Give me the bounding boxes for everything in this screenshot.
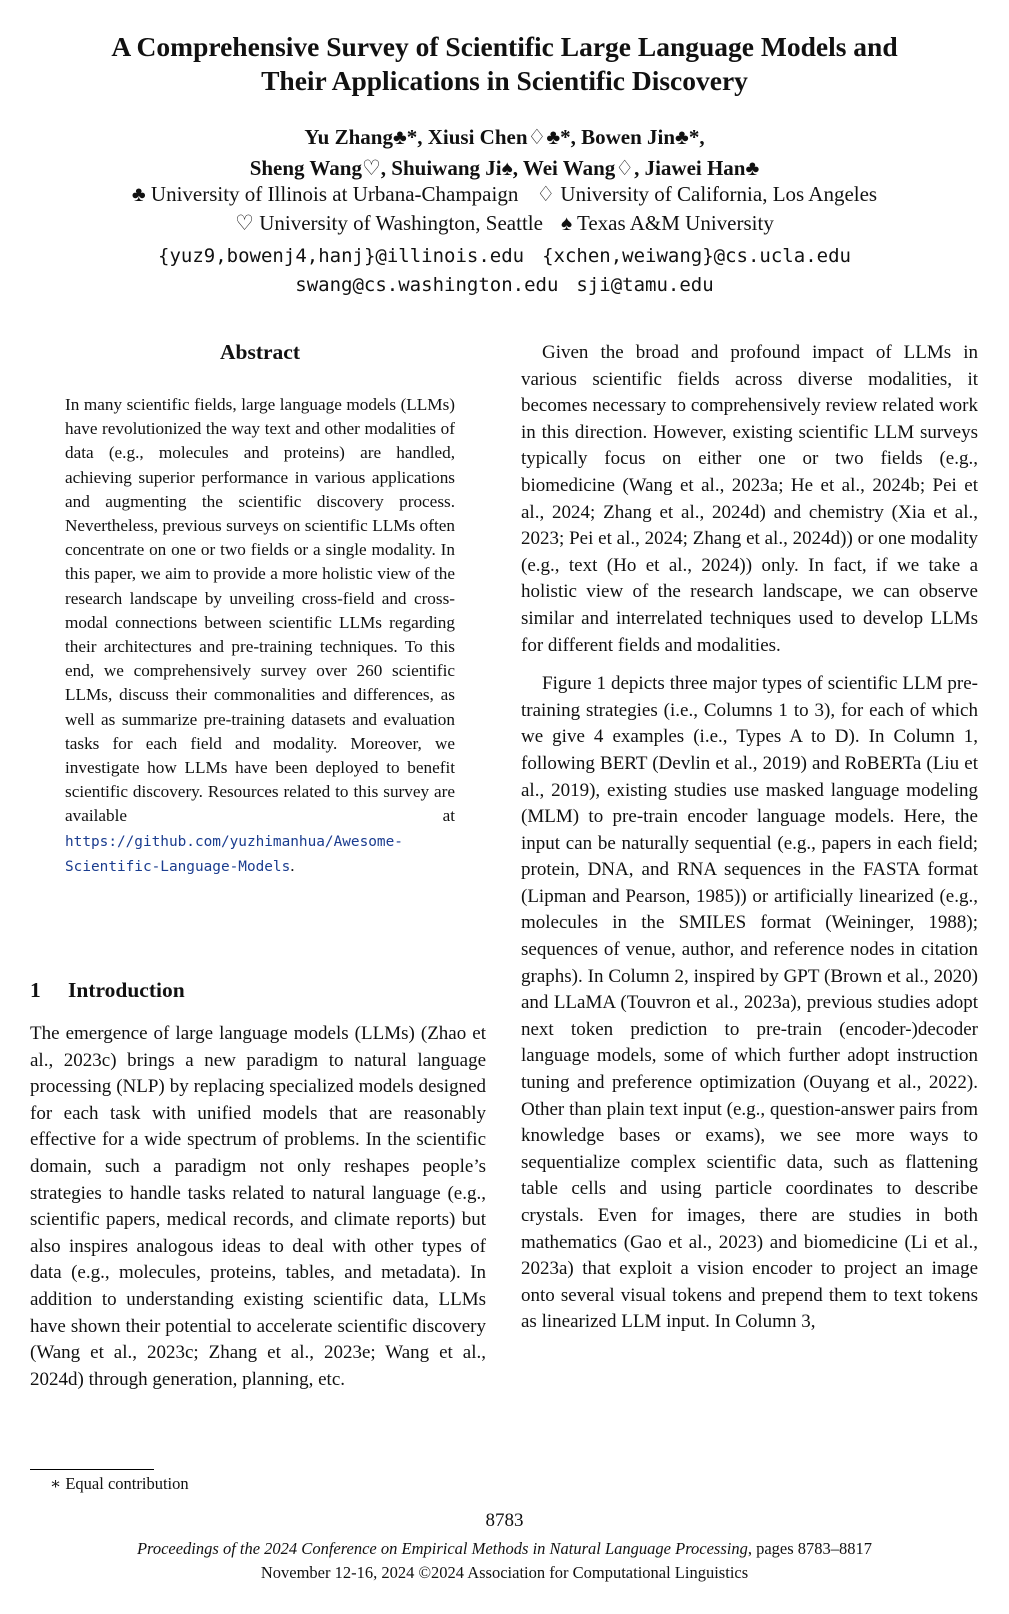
right-paragraph-2: Figure 1 depicts three major types of scientific LLM pre-training strategies (i.e., Columns 1 to 3), for each of which we give 4 examples (i.e., Types A to D). In Column 1, following BERT (Devlin et al., 2019) and RoBERTa (Liu et al., 2019), existing studies use masked language modeling (MLM) to pre-train encoder language models. Here, the input can be naturally sequential (e.g., papers in each field; protein, DNA, and RNA sequences in the FASTA format (Lipman and Pearson, 1985)) or artificially linearized (e.g., molecules in the SMILES format (Weininger, 1988); sequences of venue, author, and reference nodes in citation graphs). In Column 2, inspired by GPT (Brown et al., 2020) and LLaMA (Touvron et al., 2023a), previous studies adopt next token prediction to pre-train (encoder-)decoder language models, some of which further adopt instruction tuning and preference optimization (Ouyang et al., 2022). Other than plain text input (e.g., question-answer pairs from knowledge bases or exams), we see more ways to sequentialize complex scientific data, such as flattening table cells and using particle coordinates to describe crystals. Even for images, there are studies in both mathematics (Gao et al., 2023) and biomedicine (Li et al., 2023a) that exploit a vision encoder to project an image onto several visual tokens and prepend them to text tokens as linearized LLM input. In Column 3, [521,673,978,1333]
page-number: 8783 [485,1510,524,1531]
footnote-equal-contribution: ∗ Equal contribution [50,1474,189,1493]
affil-ucla: ♢ University of California, Los Angeles [536,182,878,206]
proceedings-pages: , pages 8783–8817 [747,1539,873,1558]
email-group-illinois: {yuz9,bowenj4,hanj}@illinois.edu [158,245,525,267]
email-washington: swang@cs.washington.edu [295,274,559,296]
title-line-2: Their Applications in Scientific Discovery [261,65,748,96]
authors-line-2: Sheng Wang♡, Shuiwang Ji♠, Wei Wang♢, Jiawei Han♣ [249,156,760,180]
affiliations [0,180,1009,238]
footnote-rule [30,1469,154,1470]
paper-title [0,30,1009,98]
abstract-heading: Abstract [219,340,300,364]
author-emails [0,242,1009,300]
proceedings-line [0,1539,1009,1559]
section-number: 1 [30,978,41,1002]
affil-uiuc: ♣ University of Illinois at Urbana-Champaign [131,182,519,206]
intro-paragraph: The emergence of large language models (LLMs) (Zhao et al., 2023c) brings a new paradigm to natural language processing (NLP) by replacing specialized models designed for each task with unified models that are reasonably effective for a wide spectrum of problems. In the scientific domain, such a paradigm not only reshapes people’s strategies to handle tasks related to natural language (e.g., scientific papers, medical records, and climate reports) but also inspires analogous ideas to deal with other types of data (e.g., molecules, proteins, tables, and metadata). In addition to understanding existing scientific data, LLMs have shown their potential to accelerate scientific discovery (Wang et al., 2023c; Zhang et al., 2023e; Wang et al., 2024d) through generation, planning, etc. [30,1023,486,1390]
conference-date-line: November 12-16, 2024 ©2024 Association for Computational Linguistics [260,1563,749,1582]
section-heading-introduction [30,978,185,1003]
abstract-body: In many scientific fields, large language models (LLMs) have revolutionized the way text and other modalities of data (e.g., molecules and proteins) are handled, achieving superior performance in various applications and augmenting the scientific discovery process. Nevertheless, previous surveys on scientific LLMs often concentrate on one or two fields or a single modality. In this paper, we aim to provide a more holistic view of the research landscape by unveiling cross-field and cross-modal connections between scientific LLMs regarding their architectures and pre-training techniques. To this end, we comprehensively survey over 260 scientific LLMs, discuss their commonalities and differences, as well as summarize pre-training datasets and evaluation tasks for each field and modality. Moreover, we investigate how LLMs have been deployed to benefit scientific discovery. Resources related to this survey are available at https://github.com/yuzhimanhua/Awesome-Scientific-Language-Models. [65,395,455,875]
affil-tamu: ♠ Texas A&M University [560,211,774,235]
right-paragraph-1: Given the broad and profound impact of LLMs in various scientific fields across diverse modalities, it becomes necessary to comprehensively review related work in this direction. However, existing scientific LLM surveys typically focus on either one or two fields (e.g., biomedicine (Wang et al., 2023a; He et al., 2024b; Pei et al., 2024; Zhang et al., 2024d) and chemistry (Xia et al., 2023; Pei et al., 2024; Zhang et al., 2024d)) or one modality (e.g., text (Ho et al., 2024)) only. In fact, if we take a holistic view of the research landscape, we can observe similar and interrelated techniques used to develop LLMs for different fields and modalities. [521,342,978,656]
right-column [521,340,978,1336]
abstract-repo-link[interactable]: https://github.com/yuzhimanhua/Awesome-Scientific-Language-Models [65,833,403,875]
abstract-text: In many scientific fields, large language models (LLMs) have revolutionized the way text and other modalities of data (e.g., molecules and proteins) are handled, achieving superior performance in various applications and augmenting the scientific discovery process. Nevertheless, previous surveys on scientific LLMs often concentrate on one or two fields or a single modality. In this paper, we aim to provide a more holistic view of the research landscape by unveiling cross-field and cross-modal connections between scientific LLMs regarding their architectures and pre-training techniques. To this end, we comprehensively survey over 260 scientific LLMs, discuss their commonalities and differences, as well as summarize pre-training datasets and evaluation tasks for each field and modality. Moreover, we investigate how LLMs have been deployed to benefit scientific discovery. Resources related to this survey are available at [65,395,455,826]
authors-line-1: Yu Zhang♣*, Xiusi Chen♢♣*, Bowen Jin♣*, [304,125,705,149]
email-group-ucla: {xchen,weiwang}@cs.ucla.edu [542,245,851,267]
email-tamu: sji@tamu.edu [576,274,714,296]
section-title: Introduction [68,978,185,1002]
title-line-1: A Comprehensive Survey of Scientific Large Language Models and [111,31,898,62]
author-list [0,122,1009,184]
affil-uw: ♡ University of Washington, Seattle [235,211,543,235]
proceedings-venue: Proceedings of the 2024 Conference on Empirical Methods in Natural Language Processing [136,1539,748,1558]
